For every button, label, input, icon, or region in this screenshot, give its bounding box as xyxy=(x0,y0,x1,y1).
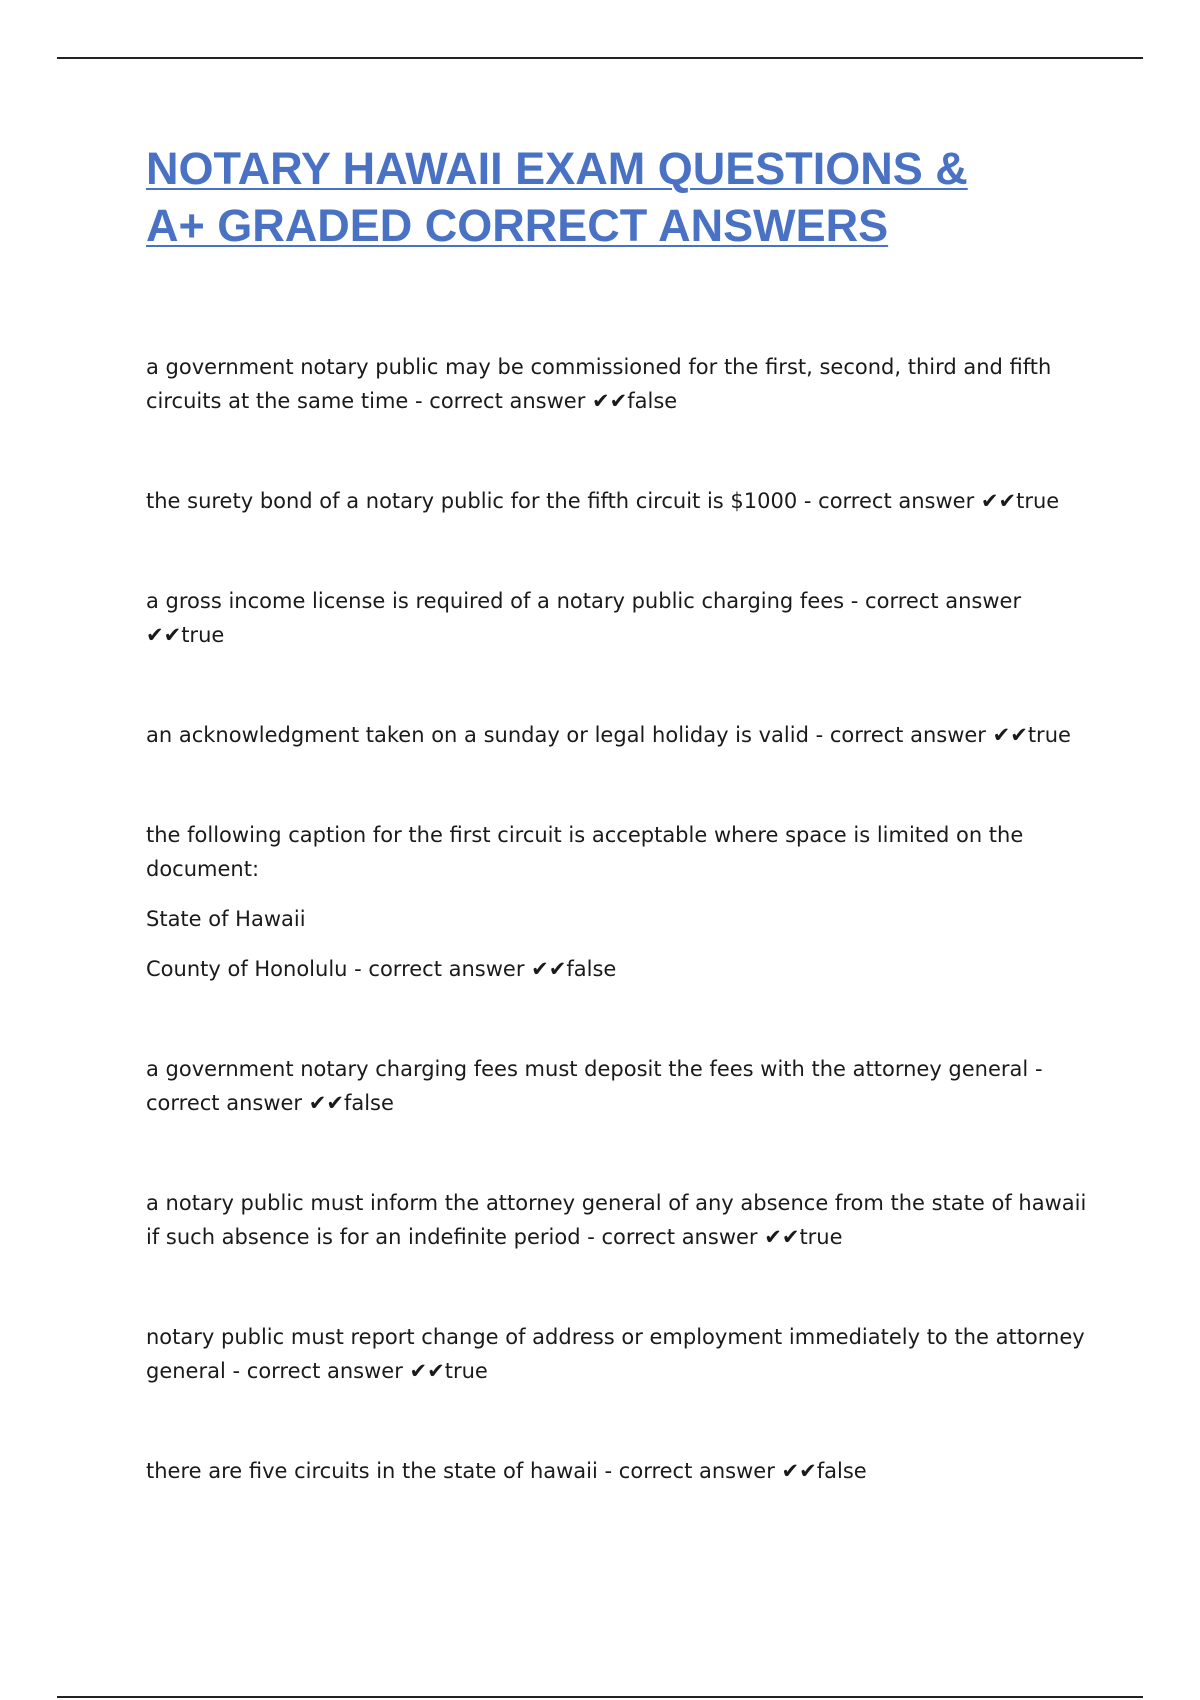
document-body xyxy=(146,140,1096,1488)
double-check-icon: ✔✔ xyxy=(146,623,182,647)
answer-value: false xyxy=(343,1091,394,1115)
double-check-icon: ✔✔ xyxy=(764,1225,800,1249)
question-text xyxy=(146,584,1096,652)
question-line: notary public must report change of address or employment immediately to the attorney general xyxy=(146,1325,1085,1383)
question-text xyxy=(146,1186,1096,1254)
double-check-icon: ✔✔ xyxy=(980,489,1017,513)
double-check-icon: ✔✔ xyxy=(531,957,567,981)
qa-item xyxy=(146,1320,1096,1388)
title-line-2: A+ GRADED CORRECT ANSWERS xyxy=(146,200,889,251)
qa-item xyxy=(146,350,1096,418)
double-check-icon: ✔✔ xyxy=(781,1459,817,1483)
double-check-icon: ✔✔ xyxy=(592,389,628,413)
answer-prefix: - correct answer xyxy=(415,389,586,413)
double-check-icon: ✔✔ xyxy=(308,1091,344,1115)
question-line: the following caption for the first circuit is acceptable where space is limited on the document: xyxy=(146,823,1024,881)
question-line: a government notary public may be commissioned for the first, second, third and fifth circuits at the same time xyxy=(146,355,1052,413)
answer-prefix: - correct answer xyxy=(850,589,1022,613)
question-text xyxy=(146,484,1096,518)
double-check-icon: ✔✔ xyxy=(409,1359,445,1383)
answer-value: true xyxy=(1016,489,1060,513)
question-text xyxy=(146,350,1096,418)
question-line: a gross income license is required of a notary public charging fees xyxy=(146,589,845,613)
qa-item xyxy=(146,484,1096,518)
title-line-1: NOTARY HAWAII EXAM QUESTIONS & xyxy=(146,143,968,194)
answer-prefix: - correct answer xyxy=(815,723,986,747)
answer-value: true xyxy=(444,1359,488,1383)
question-line: a government notary charging fees must deposit the fees with the attorney general xyxy=(146,1057,1029,1081)
answer-prefix: - correct answer xyxy=(232,1359,403,1383)
answer-value: true xyxy=(1027,723,1071,747)
question-text xyxy=(146,718,1096,752)
answer-prefix: - correct answer xyxy=(354,957,525,981)
top-rule xyxy=(57,57,1143,59)
answer-prefix: - correct answer xyxy=(587,1225,758,1249)
qa-item xyxy=(146,1052,1096,1120)
question-line: there are five circuits in the state of hawaii xyxy=(146,1459,598,1483)
question-line: County of Honolulu xyxy=(146,957,348,981)
qa-item xyxy=(146,584,1096,652)
question-text xyxy=(146,1454,1096,1488)
double-check-icon: ✔✔ xyxy=(992,723,1028,747)
qa-item xyxy=(146,718,1096,752)
answer-value: false xyxy=(627,389,678,413)
qa-item xyxy=(146,1454,1096,1488)
question-text xyxy=(146,1052,1096,1120)
answer-prefix: - correct answer xyxy=(803,489,975,513)
question-text xyxy=(146,1320,1096,1388)
question-text-line xyxy=(146,902,1096,936)
question-text xyxy=(146,818,1096,886)
answer-prefix: - correct answer xyxy=(604,1459,775,1483)
question-line: an acknowledgment taken on a sunday or legal holiday is valid xyxy=(146,723,809,747)
qa-item xyxy=(146,818,1096,986)
question-line: the surety bond of a notary public for the fifth circuit is $1000 xyxy=(146,489,798,513)
question-line: State of Hawaii xyxy=(146,907,306,931)
question-text-line xyxy=(146,952,1096,986)
question-answer-list xyxy=(146,350,1096,1488)
answer-value: false xyxy=(816,1459,867,1483)
document-title xyxy=(146,140,1096,254)
answer-value: false xyxy=(566,957,617,981)
question-line: a notary public must inform the attorney general of any absence from the state of hawaii if such absence is for an indefinite period xyxy=(146,1191,1087,1249)
bottom-rule xyxy=(57,1696,1143,1698)
answer-prefix: - correct answer xyxy=(146,1057,1043,1115)
qa-item xyxy=(146,1186,1096,1254)
answer-value: true xyxy=(799,1225,843,1249)
answer-value: true xyxy=(181,623,225,647)
